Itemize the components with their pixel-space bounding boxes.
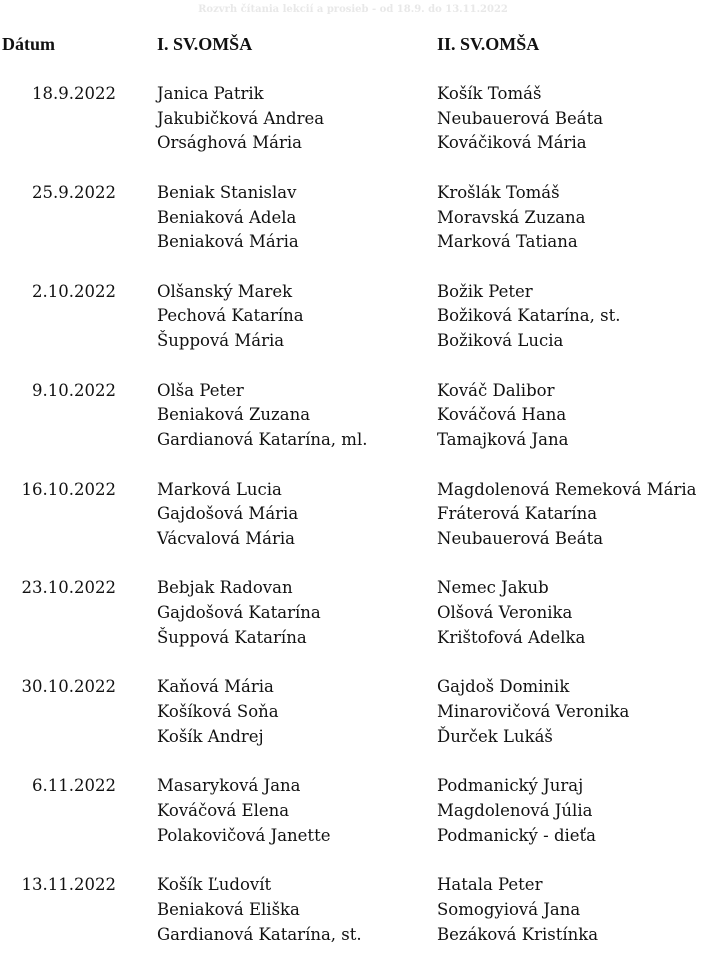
- schedule-row: [0, 478, 706, 553]
- row-date: 23.10.2022: [21, 578, 116, 598]
- reader-name: Košík Tomáš: [437, 84, 542, 103]
- mass1-readers: [157, 774, 330, 848]
- mass2-readers: [437, 774, 596, 848]
- schedule-row: [0, 280, 706, 355]
- reader-name: Pechová Katarína: [157, 306, 304, 326]
- reader-name: Ďurček Lukáš: [437, 726, 553, 746]
- mass1-column-header: I. SV.OMŠA: [157, 34, 253, 54]
- schedule-row: [0, 576, 706, 651]
- reader-name: Minarovičová Veronika: [437, 702, 630, 722]
- mass2-readers: [437, 280, 620, 354]
- schedule-row: [0, 774, 706, 849]
- row-date: 16.10.2022: [21, 479, 116, 499]
- reader-name: Beniak Stanislav: [157, 182, 297, 202]
- reader-name: Hatala Peter: [437, 875, 543, 895]
- reader-name: Tamajková Jana: [437, 430, 569, 450]
- document-title: Rozvrh čítania lekcií a prosieb - od 18.9. do 13.11.2022: [198, 4, 508, 15]
- reader-name: Somogyiová Jana: [437, 899, 581, 919]
- reader-name: Marková Tatiana: [437, 232, 578, 252]
- reader-name: Fráterová Katarína: [437, 504, 598, 524]
- reader-name: Podmanický Juraj: [437, 776, 584, 796]
- reader-name: Bezáková Kristínka: [437, 924, 599, 944]
- mass1-readers: [157, 675, 279, 749]
- reader-name: Beniaková Mária: [157, 232, 299, 252]
- reader-name: Olšanský Marek: [157, 281, 293, 301]
- reader-name: Kaňová Mária: [157, 677, 274, 697]
- reader-name: Podmanický - dieťa: [437, 825, 597, 845]
- reader-name: Jakubičková Andrea: [157, 108, 325, 128]
- reader-name: Masaryková Jana: [157, 776, 301, 796]
- mass2-readers: [437, 181, 586, 255]
- reader-name: Marková Lucia: [157, 479, 282, 499]
- row-date: 9.10.2022: [32, 380, 116, 400]
- reader-name: Šuppová Katarína: [157, 627, 307, 647]
- row-date: 6.11.2022: [32, 776, 116, 796]
- row-date: 25.9.2022: [32, 182, 116, 202]
- mass2-readers: [437, 873, 598, 947]
- mass2-readers: [437, 576, 585, 650]
- reader-name: Košík Ľudovít: [157, 875, 272, 895]
- reader-name: Gajdošová Mária: [157, 504, 299, 524]
- reader-name: Polakovičová Janette: [157, 825, 331, 845]
- mass2-readers: [437, 478, 696, 552]
- mass2-column-header: II. SV.OMŠA: [437, 34, 540, 54]
- reader-name: Magdolenová Remeková Mária: [437, 479, 697, 499]
- reader-name: Košíková Soňa: [157, 702, 279, 722]
- reader-name: Olša Peter: [157, 380, 244, 400]
- mass2-readers: [437, 675, 629, 749]
- reader-name: Košík Andrej: [157, 726, 264, 746]
- reader-name: Neubauerová Beáta: [437, 108, 604, 128]
- schedule-row: [0, 379, 706, 454]
- reader-name: Orsághová Mária: [157, 133, 302, 153]
- reader-name: Krošlák Tomáš: [437, 182, 560, 202]
- reader-name: Gardianová Katarína, ml.: [157, 430, 368, 450]
- reader-name: Bebjak Radovan: [157, 578, 293, 598]
- reader-name: Beniaková Zuzana: [157, 405, 311, 425]
- reader-name: Kováč Dalibor: [437, 380, 555, 400]
- reader-name: Gajdošová Katarína: [157, 603, 321, 623]
- schedule-row: [0, 873, 706, 948]
- reader-name: Moravská Zuzana: [437, 207, 586, 227]
- mass1-readers: [157, 478, 298, 552]
- reader-name: Olšová Veronika: [437, 603, 573, 623]
- mass1-readers: [157, 82, 324, 156]
- reader-name: Kováčová Hana: [437, 405, 567, 425]
- mass1-readers: [157, 379, 367, 453]
- reader-name: Gajdoš Dominik: [437, 677, 570, 697]
- mass2-readers: [437, 82, 603, 156]
- reader-name: Božiková Katarína, st.: [437, 306, 621, 326]
- row-date: 13.11.2022: [21, 875, 116, 895]
- row-date: 30.10.2022: [21, 677, 116, 697]
- schedule-row: [0, 181, 706, 256]
- reader-name: Vácvalová Mária: [157, 528, 295, 548]
- schedule-table: [0, 82, 706, 972]
- mass1-readers: [157, 181, 299, 255]
- mass1-readers: [157, 873, 362, 947]
- reader-name: Janica Patrik: [157, 84, 264, 103]
- reader-name: Gardianová Katarína, st.: [157, 924, 362, 944]
- table-header: [0, 34, 706, 58]
- mass1-readers: [157, 280, 304, 354]
- schedule-row: [0, 82, 706, 157]
- reader-name: Neubauerová Beáta: [437, 528, 604, 548]
- schedule-row: [0, 675, 706, 750]
- reader-name: Kováčiková Mária: [437, 133, 587, 153]
- row-date: 2.10.2022: [32, 281, 116, 301]
- row-date: 18.9.2022: [32, 84, 116, 103]
- reader-name: Magdolenová Júlia: [437, 800, 593, 820]
- date-column-header: Dátum: [2, 34, 55, 54]
- reader-name: Kováčová Elena: [157, 800, 290, 820]
- reader-name: Šuppová Mária: [157, 331, 285, 351]
- mass1-readers: [157, 576, 321, 650]
- reader-name: Krištofová Adelka: [437, 627, 586, 647]
- reader-name: Božiková Lucia: [437, 331, 564, 351]
- reader-name: Nemec Jakub: [437, 578, 549, 598]
- reader-name: Beniaková Eliška: [157, 899, 300, 919]
- reader-name: Beniaková Adela: [157, 207, 297, 227]
- reader-name: Božik Peter: [437, 281, 533, 301]
- mass2-readers: [437, 379, 568, 453]
